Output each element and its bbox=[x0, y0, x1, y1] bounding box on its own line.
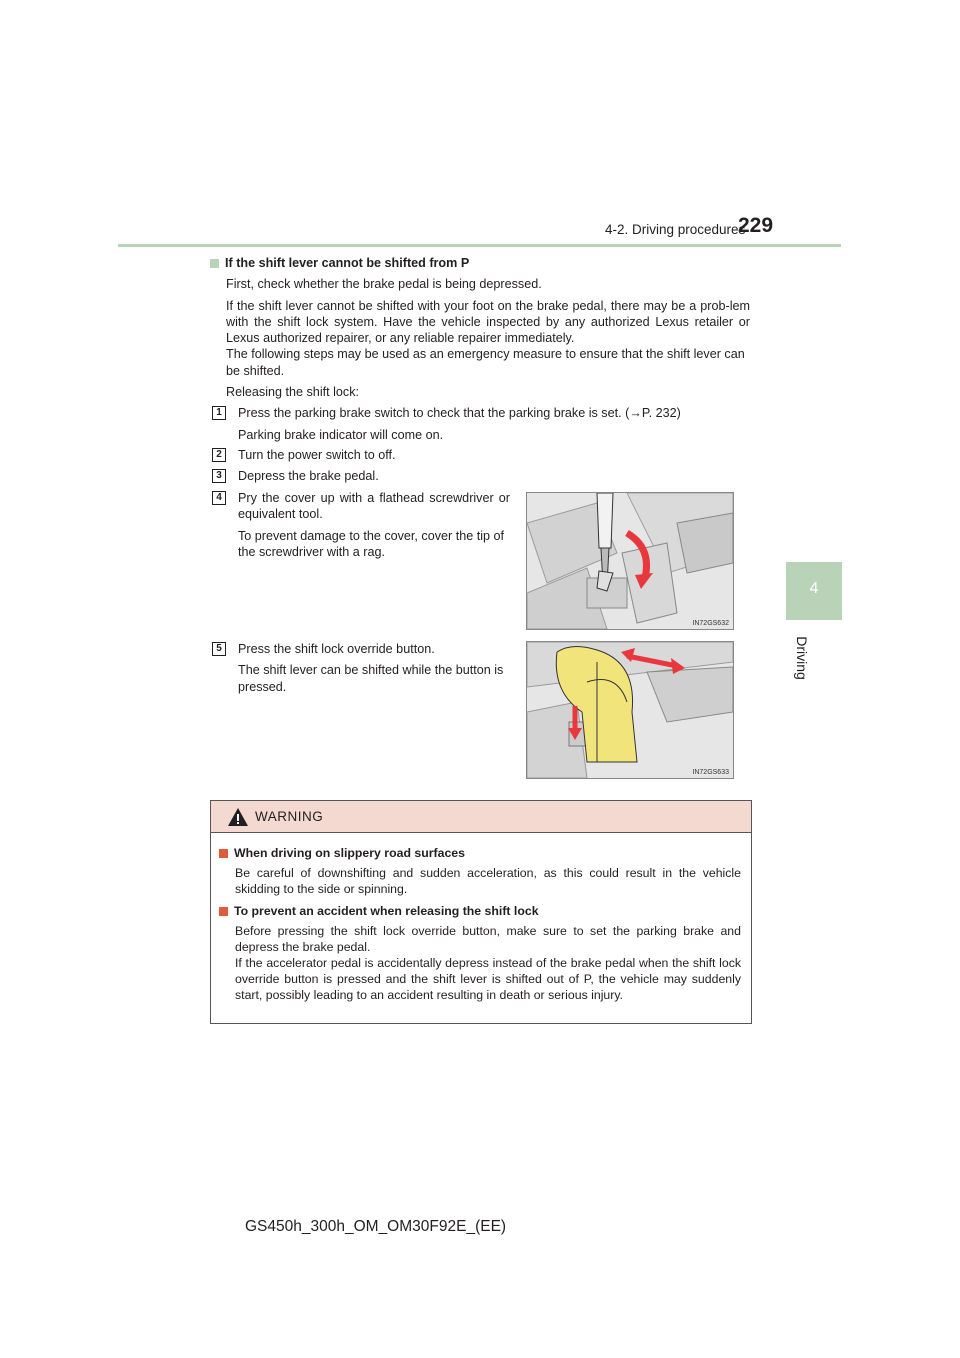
figure-shift-lever bbox=[526, 641, 734, 779]
main-content bbox=[210, 255, 750, 400]
header-divider bbox=[118, 244, 841, 247]
warning-square-icon bbox=[219, 907, 228, 916]
warning-item-heading-text: When driving on slippery road surfaces bbox=[234, 846, 465, 860]
step-text: Turn the power switch to off. bbox=[238, 448, 396, 462]
step-note: To prevent damage to the cover, cover the tip of the screwdriver with a rag. bbox=[238, 528, 505, 559]
warning-item-heading-text: To prevent an accident when releasing the shift lock bbox=[234, 904, 539, 918]
paragraph-4: Releasing the shift lock: bbox=[226, 385, 360, 400]
step-number: 5 bbox=[212, 642, 226, 656]
step-note: The shift lever can be shifted while the button is pressed. bbox=[238, 663, 504, 694]
paragraph-3: The following steps may be used as an emergency measure to ensure that the shift lever can be shifted. bbox=[226, 347, 745, 378]
warning-item-text-2: If the accelerator pedal is accidentally depress instead of the brake pedal when the shift lock override button is pressed and the shift lever is shifted out of P, the vehicle may suddenly start, possibly leading to an accident resulting in death or serious injury. bbox=[235, 956, 741, 1002]
step-number: 4 bbox=[212, 491, 226, 505]
chapter-label: Driving bbox=[793, 636, 810, 680]
chapter-number: 4 bbox=[809, 580, 819, 597]
chapter-tab bbox=[786, 562, 842, 620]
section-heading bbox=[210, 255, 750, 271]
section-heading-text: If the shift lever cannot be shifted from P bbox=[225, 256, 470, 270]
chapter-label-wrap bbox=[790, 630, 830, 690]
footer-code: GS450h_300h_OM_OM30F92E_(EE) bbox=[245, 1218, 507, 1235]
warning-header bbox=[211, 801, 751, 833]
warning-item-text: Before pressing the shift lock override button, make sure to set the parking brake and depress the brake pedal. bbox=[235, 924, 741, 954]
figure-code: IN72GS633 bbox=[692, 769, 729, 776]
figure-screwdriver bbox=[526, 492, 734, 630]
warning-item-heading bbox=[219, 903, 741, 919]
page-number: 229 bbox=[738, 214, 774, 237]
warning-triangle-icon bbox=[227, 807, 249, 827]
step-number: 1 bbox=[212, 406, 226, 420]
step-text: Depress the brake pedal. bbox=[238, 469, 379, 483]
warning-box bbox=[210, 800, 752, 1024]
step-1-note: Parking brake indicator will come on. bbox=[238, 428, 444, 442]
step-text: Pry the cover up with a flathead screwdriver or equivalent tool. bbox=[238, 491, 510, 522]
warning-item-text: Be careful of downshifting and sudden acceleration, as this could result in the vehicle skidding to the side or spinning. bbox=[235, 866, 741, 896]
figure-code: IN72GS632 bbox=[692, 620, 729, 627]
heading-square-icon bbox=[210, 259, 219, 268]
step-number: 2 bbox=[212, 448, 226, 462]
section-title: 4-2. Driving procedures bbox=[605, 222, 746, 237]
paragraph-2: If the shift lever cannot be shifted with your foot on the brake pedal, there may be a prob-lem with the shift lock system. Have the vehicle inspected by any authorized Lexus retailer or Lexus authorized repairer, or any reliable repairer immediately. bbox=[226, 298, 750, 346]
warning-square-icon bbox=[219, 849, 228, 858]
step-text: Press the shift lock override button. bbox=[238, 642, 435, 656]
warning-body bbox=[219, 845, 741, 1003]
step-text: Press the parking brake switch to check that the parking brake is set. (→P. 232) bbox=[238, 406, 681, 420]
paragraph-1: First, check whether the brake pedal is being depressed. bbox=[226, 277, 542, 292]
warning-item-heading bbox=[219, 845, 741, 861]
warning-title: WARNING bbox=[255, 809, 324, 824]
step-number: 3 bbox=[212, 469, 226, 483]
